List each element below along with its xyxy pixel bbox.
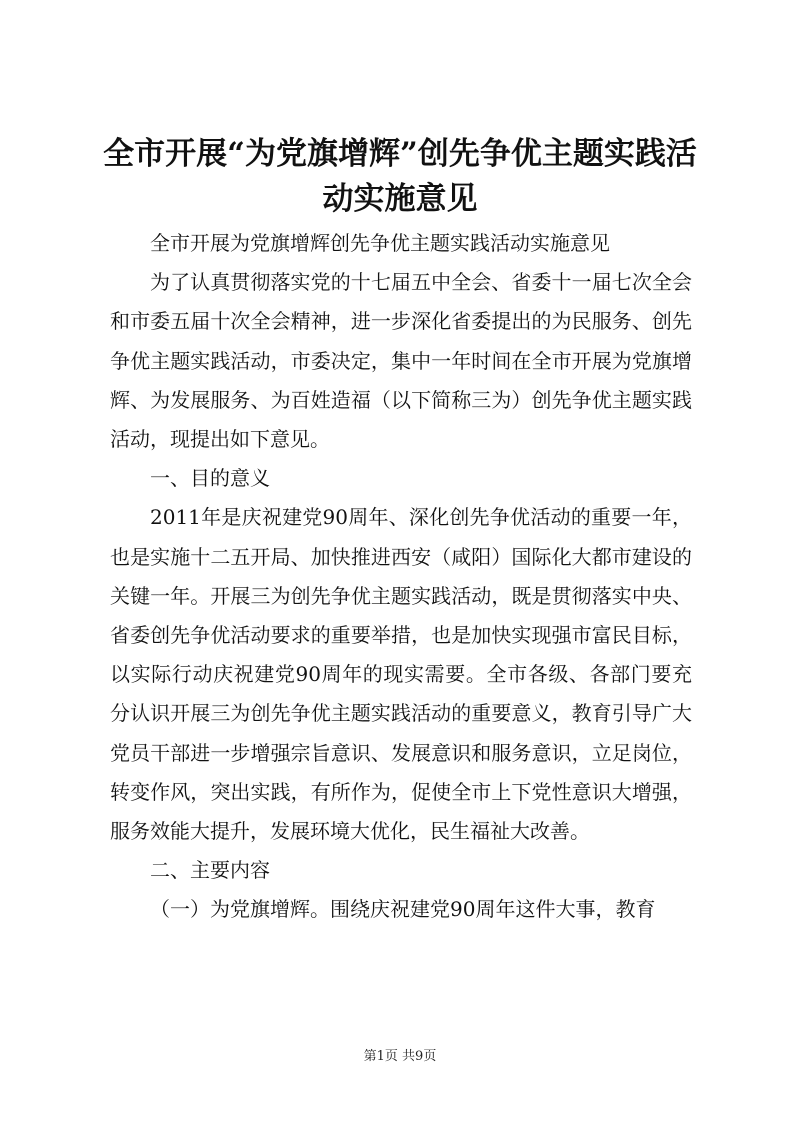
section-heading-purpose: 一、目的意义 [150,466,270,491]
document-body [110,224,692,930]
body-paragraph-intro: 为了认真贯彻落实党的十七届五中全会、省委十一届七次全会和市委五届十次全会精神，进一步深化省委提出的为民服务、创先争优主题实践活动，市委决定，集中一年时间在全市开展为党旗增辉、为发展服务、为百姓造福（以下简称三为）创先争优主题实践活动，现提出如下意见。 [110,270,692,452]
section-heading-content: 二、主要内容 [150,858,270,883]
document-title: 全市开展“为党旗增辉”创先争优主题实践活动实施意见 [103,136,697,217]
body-paragraph-purpose: 2011年是庆祝建党90周年、深化创先争优活动的重要一年，也是实施十二五开局、加快推进西安（咸阳）国际化大都市建设的关键一年。开展三为创先争优主题实践活动，既是贯彻落实中央、省委创先争优活动要求的重要举措，也是加快实现强市富民目标，以实际行动庆祝建党90周年的现实需要。全市各级、各部门要充分认识开展三为创先争优主题实践活动的重要意义，教育引导广大党员干部进一步增强宗旨意识、发展意识和服务意识，立足岗位，转变作风，突出实践，有所作为，促使全市上下党性意识大增强，服务效能大提升，发展环境大优化，民生福祉大改善。 [110,505,692,844]
page-footer: 第1页 共9页 [363,1049,437,1064]
body-paragraph-subtitle: 全市开展为党旗增辉创先争优主题实践活动实施意见 [150,231,610,255]
body-paragraph-content-1: （一）为党旗增辉。围绕庆祝建党90周年这件大事，教育 [150,897,656,922]
